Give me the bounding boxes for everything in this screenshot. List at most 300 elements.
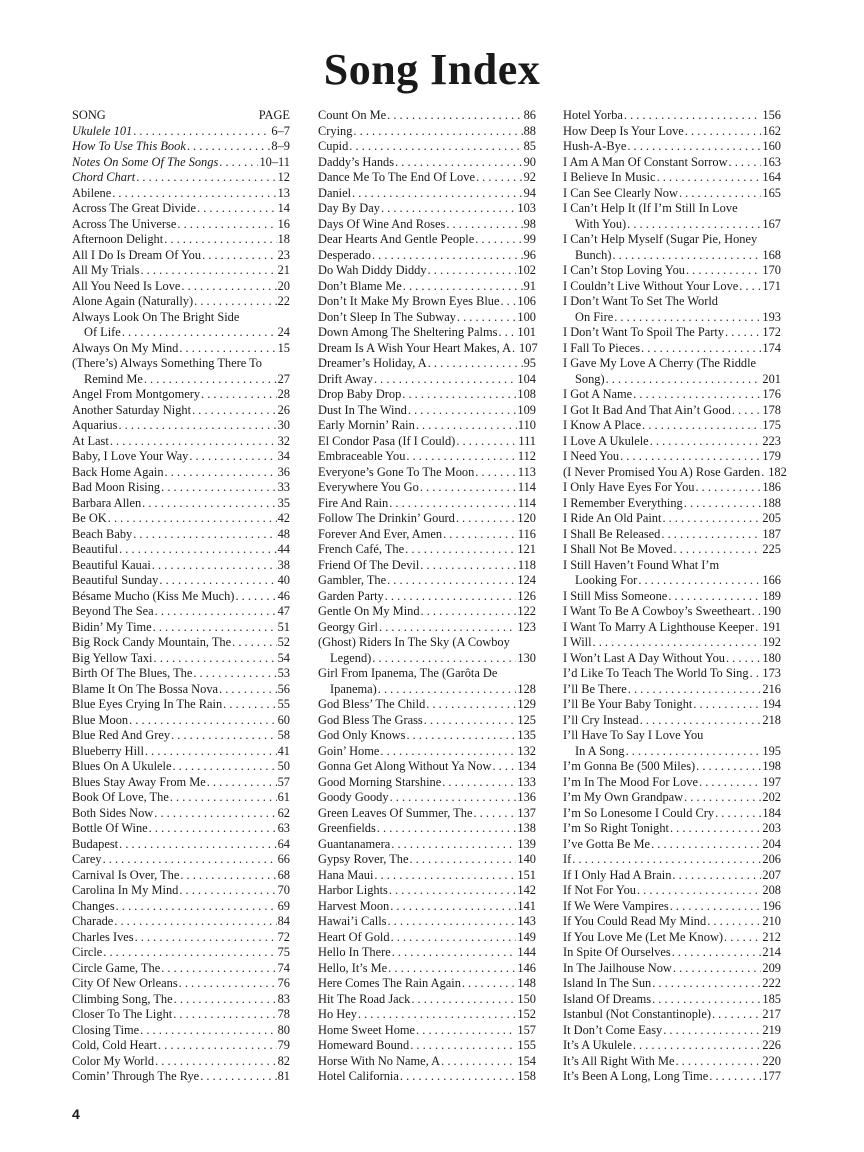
song-entry <box>318 945 536 961</box>
page-ref: 185 <box>762 991 781 1006</box>
dot-leader <box>750 666 762 682</box>
song-entry <box>72 434 290 450</box>
page-ref: 225 <box>762 542 781 556</box>
song-title: Dear Hearts And Gentle People <box>318 232 475 246</box>
dot-leader <box>675 1054 761 1070</box>
song-title: El Condor Pasa (If I Could) <box>318 433 456 448</box>
page-ref: 95 <box>523 356 536 370</box>
song-entry <box>72 697 290 713</box>
page-ref: 177 <box>762 1069 781 1083</box>
song-entry <box>318 449 536 465</box>
song-title-tail: Ipanema) <box>330 681 377 696</box>
song-entry <box>72 201 290 217</box>
song-title: Guantanamera <box>318 836 391 851</box>
page-ref: 40 <box>277 573 290 587</box>
song-title: I’ll Have To Say I Love You <box>563 728 704 742</box>
song-entry <box>318 263 536 279</box>
song-title: Embraceable You <box>318 449 406 463</box>
song-title: Back Home Again <box>72 464 164 479</box>
song-title: Here Comes The Rain Again <box>318 976 461 990</box>
song-title: If You Could Read My Mind <box>563 914 707 928</box>
song-title: (Ghost) Riders In The Sky (A Cowboy <box>318 635 510 649</box>
song-entry <box>563 155 781 171</box>
dot-leader <box>406 449 516 465</box>
song-title-continuation <box>563 217 781 233</box>
dot-leader <box>177 217 276 233</box>
dot-leader <box>670 821 761 837</box>
song-entry <box>72 837 290 853</box>
song-title: Follow The Drinkin’ Gourd <box>318 511 455 525</box>
page-ref: 195 <box>762 743 781 758</box>
dot-leader <box>174 992 277 1008</box>
song-column-header: SONG <box>72 108 106 122</box>
dot-leader <box>372 651 516 667</box>
song-title: I’m Gonna Be (500 Miles) <box>563 759 696 773</box>
dot-leader <box>725 325 761 341</box>
song-entry <box>72 806 290 822</box>
page-ref: 80 <box>277 1022 290 1037</box>
song-title: I’m In The Mood For Love <box>563 774 699 789</box>
page-ref: 190 <box>762 604 781 618</box>
song-entry <box>318 310 536 326</box>
song-entry <box>563 124 781 140</box>
song-title: I Got It Bad And That Ain’t Good <box>563 402 731 417</box>
song-title: Blue Moon <box>72 712 129 727</box>
song-title: Chord Chart <box>72 170 136 184</box>
dot-leader <box>420 480 517 496</box>
song-entry <box>318 604 536 620</box>
song-title: Closing Time <box>72 1022 140 1037</box>
page-ref: 165 <box>762 185 781 200</box>
page-ref: 52 <box>277 635 290 649</box>
page-ref: 191 <box>762 619 781 634</box>
dot-leader <box>633 1038 762 1054</box>
dot-leader <box>637 883 761 899</box>
page-ref: 219 <box>762 1022 781 1037</box>
page-ref: 104 <box>517 371 536 386</box>
dot-leader <box>103 945 276 961</box>
song-entry <box>318 341 536 357</box>
song-entry <box>72 728 290 744</box>
page-ref: 132 <box>517 743 536 758</box>
song-title: I Can’t Help Myself (Sugar Pie, Honey <box>563 232 758 246</box>
dot-leader <box>149 821 277 837</box>
dot-leader <box>428 263 517 279</box>
song-entry <box>72 635 290 651</box>
song-entry <box>563 464 787 481</box>
song-title: I Want To Be A Cowboy’s Sweetheart <box>563 604 751 618</box>
page-ref: 142 <box>517 883 536 897</box>
song-entry <box>72 790 290 806</box>
dot-leader <box>118 418 276 434</box>
song-entry <box>563 496 781 512</box>
song-title: Bidin’ My Time <box>72 619 152 634</box>
song-title: Baby, I Love Your Way <box>72 449 189 463</box>
page-ref: 209 <box>762 960 781 975</box>
page-ref: 136 <box>517 790 536 804</box>
page-ref: 79 <box>277 1038 290 1052</box>
dot-leader <box>232 635 276 651</box>
dot-leader <box>374 372 516 388</box>
page-ref: 166 <box>762 573 781 587</box>
song-entry <box>318 108 536 124</box>
song-entry <box>72 666 290 682</box>
page-ref: 122 <box>517 604 536 618</box>
song-entry <box>72 868 290 884</box>
dot-leader <box>207 775 277 791</box>
song-entry <box>318 976 536 992</box>
dot-leader <box>133 527 276 543</box>
page-ref: 54 <box>277 650 290 665</box>
song-entry <box>563 759 781 775</box>
page-ref: 70 <box>277 883 290 897</box>
dot-leader <box>179 883 276 899</box>
page-ref: 176 <box>762 387 781 401</box>
song-title: Another Saturday Night <box>72 402 192 417</box>
song-title: I Will <box>563 635 592 649</box>
song-title: Beautiful Kauai <box>72 557 151 572</box>
song-entry <box>563 883 781 899</box>
page-ref: 135 <box>517 728 536 742</box>
dot-leader <box>381 201 516 217</box>
song-title: Closer To The Light <box>72 1007 173 1021</box>
page-ref: 57 <box>277 774 290 789</box>
dot-leader <box>457 310 517 326</box>
page-ref: 51 <box>277 619 290 634</box>
page-ref: 96 <box>523 247 536 262</box>
dot-leader <box>379 620 516 636</box>
page-ref: 41 <box>277 743 290 758</box>
page-ref: 172 <box>762 325 781 339</box>
song-entry <box>318 961 536 977</box>
song-title: God Bless’ The Child <box>318 697 426 711</box>
song-entry <box>318 279 536 295</box>
page-ref: 154 <box>517 1053 536 1068</box>
dot-leader <box>352 186 523 202</box>
song-entry <box>72 465 290 481</box>
dot-leader <box>761 465 767 481</box>
page-ref: 68 <box>277 867 290 882</box>
song-title: Greenfields <box>318 821 376 835</box>
index-column-3 <box>563 108 787 1085</box>
song-title: I Believe In Music <box>563 170 656 184</box>
page-ref: 62 <box>277 805 290 820</box>
song-entry <box>72 248 290 264</box>
page-ref: 10–11 <box>259 154 290 169</box>
page-ref: 130 <box>517 650 536 665</box>
song-title: Daniel <box>318 185 352 200</box>
page-ref: 144 <box>517 945 536 959</box>
song-title: Blues Stay Away From Me <box>72 774 206 789</box>
song-entry <box>318 868 536 884</box>
song-entry <box>72 449 290 465</box>
song-title: (There’s) Always Something There To <box>72 356 263 370</box>
song-title: I Ride An Old Paint <box>563 511 662 525</box>
song-entry <box>318 635 536 666</box>
song-title: Days Of Wine And Roses <box>318 216 446 231</box>
dot-leader <box>116 899 277 915</box>
song-title: Big Rock Candy Mountain, The <box>72 635 232 649</box>
song-entry <box>563 930 781 946</box>
dot-leader <box>122 325 277 341</box>
song-entry <box>72 263 290 279</box>
song-entry <box>72 418 290 434</box>
page-ref: 83 <box>277 991 290 1006</box>
song-entry <box>318 821 536 837</box>
song-entry <box>318 434 536 450</box>
dot-leader <box>408 403 517 419</box>
page-ref: 180 <box>762 650 781 665</box>
song-title: Birth Of The Blues, The <box>72 666 193 680</box>
song-title: I’d Like To Teach The World To Sing <box>563 666 749 680</box>
song-title-tail: Legend) <box>330 650 372 665</box>
song-entry <box>318 217 536 233</box>
song-entry <box>318 1054 536 1070</box>
dot-leader <box>181 279 276 295</box>
song-entry <box>563 1069 781 1085</box>
song-title: Charles Ives <box>72 929 134 944</box>
dot-leader <box>403 279 523 295</box>
song-title: French Café, The <box>318 542 405 556</box>
song-title: Be OK <box>72 511 107 525</box>
song-entry <box>72 821 290 837</box>
page-ref: 94 <box>523 185 536 200</box>
song-entry <box>72 620 290 636</box>
dot-leader <box>668 589 761 605</box>
dot-leader <box>173 1007 276 1023</box>
page-ref: 53 <box>277 666 290 680</box>
dot-leader <box>135 930 277 946</box>
song-entry <box>563 852 781 868</box>
song-entry <box>318 992 536 1008</box>
song-title: Notes On Some Of The Songs <box>72 154 219 169</box>
dot-leader <box>377 821 517 837</box>
song-title: Alone Again (Naturally) <box>72 294 194 308</box>
dot-leader <box>657 170 762 186</box>
dot-leader <box>729 155 762 171</box>
song-title: All I Do Is Dream Of You <box>72 247 202 262</box>
song-entry <box>563 604 781 620</box>
song-title: Beyond The Sea <box>72 604 154 618</box>
song-title: I Love A Ukulele <box>563 433 649 448</box>
page-ref: 129 <box>517 697 536 711</box>
page-ref: 20 <box>277 278 290 293</box>
page-ref: 69 <box>277 898 290 913</box>
song-entry <box>72 170 290 186</box>
page-ref: 217 <box>762 1007 781 1021</box>
dot-leader <box>642 418 761 434</box>
page-ref: 78 <box>277 1007 290 1021</box>
page-ref: 151 <box>517 867 536 882</box>
song-title: God Only Knows <box>318 728 406 742</box>
dot-leader <box>235 589 276 605</box>
song-entry <box>318 356 536 372</box>
dot-leader <box>641 341 761 357</box>
page-ref: 208 <box>762 883 781 897</box>
song-entry <box>563 682 781 698</box>
dot-leader <box>171 728 277 744</box>
page-ref: 46 <box>277 588 290 603</box>
song-title: Blue Red And Grey <box>72 728 171 742</box>
page-ref: 81 <box>277 1069 290 1083</box>
song-entry <box>563 666 781 682</box>
page-ref: 150 <box>517 991 536 1006</box>
dot-leader <box>640 713 762 729</box>
song-entry <box>72 232 290 248</box>
song-entry <box>318 589 536 605</box>
song-title: Georgy Girl <box>318 619 378 634</box>
page-ref: 88 <box>523 123 536 138</box>
song-title: Blame It On The Bossa Nova <box>72 681 219 696</box>
page-ref: 175 <box>762 418 781 432</box>
dot-leader <box>673 961 762 977</box>
song-title: Heart Of Gold <box>318 929 390 944</box>
dot-leader <box>684 496 762 512</box>
dot-leader <box>685 124 762 140</box>
song-title: God Bless The Grass <box>318 712 423 727</box>
page-ref: 192 <box>762 635 781 649</box>
page-ref: 33 <box>277 480 290 494</box>
dot-leader <box>707 914 761 930</box>
song-title: Homeward Bound <box>318 1038 410 1052</box>
song-title: Carolina In My Mind <box>72 883 179 897</box>
page-title: Song Index <box>323 45 541 94</box>
dot-leader <box>709 1069 761 1085</box>
page-ref: 193 <box>762 309 781 324</box>
song-title: Don’t Sleep In The Subway <box>318 309 456 324</box>
page-ref: 107 <box>519 340 538 355</box>
song-title: I Couldn’t Live Without Your Love <box>563 278 739 293</box>
dot-leader <box>712 1007 761 1023</box>
page-ref: 90 <box>523 154 536 169</box>
song-title: Gypsy Rover, The <box>318 852 409 866</box>
song-title: Everyone’s Gone To The Moon <box>318 464 475 479</box>
song-title-tail: Remind Me <box>84 371 143 386</box>
page-ref: 133 <box>517 774 536 789</box>
song-entry <box>563 914 781 930</box>
song-entry <box>563 790 781 806</box>
page-ref: 218 <box>762 712 781 727</box>
song-title-continuation <box>318 682 536 698</box>
dot-leader <box>732 403 762 419</box>
song-entry <box>563 325 781 341</box>
song-title: I Won’t Last A Day Without You <box>563 650 726 665</box>
dot-leader <box>103 852 277 868</box>
dot-leader <box>153 620 277 636</box>
index-column-2 <box>318 108 536 1085</box>
page-ref: 15 <box>277 340 290 355</box>
song-entry <box>72 713 290 729</box>
song-entry <box>563 651 781 667</box>
dot-leader <box>129 713 277 729</box>
page-ref: 170 <box>762 263 781 277</box>
dot-leader <box>699 775 761 791</box>
dot-leader <box>724 930 761 946</box>
page-ref: 86 <box>523 108 536 122</box>
page-ref: 184 <box>762 805 781 820</box>
song-title: City Of New Orleans <box>72 976 178 990</box>
song-entry <box>563 403 781 419</box>
song-entry <box>318 744 536 760</box>
song-entry <box>72 682 290 698</box>
song-title-continuation <box>563 744 781 760</box>
song-title: Across The Great Divide <box>72 201 196 215</box>
dot-leader <box>446 217 522 233</box>
dot-leader <box>349 139 522 155</box>
song-entry <box>563 1007 781 1023</box>
page-ref: 121 <box>517 542 536 556</box>
song-title: Aquarius <box>72 418 118 432</box>
song-title: Crying <box>318 123 353 138</box>
song-title: Island Of Dreams <box>563 991 652 1006</box>
dot-leader <box>696 759 761 775</box>
dot-leader <box>108 511 277 527</box>
song-title: Angel From Montgomery <box>72 387 201 401</box>
song-list <box>563 108 787 1085</box>
dot-leader <box>155 1054 277 1070</box>
page-ref: 103 <box>517 201 536 215</box>
song-entry <box>318 790 536 806</box>
song-title-continuation <box>72 325 290 341</box>
dot-leader <box>651 837 761 853</box>
song-entry <box>72 604 290 620</box>
song-entry <box>318 914 536 930</box>
song-entry <box>318 186 536 202</box>
dot-leader <box>442 775 516 791</box>
song-title: Both Sides Now <box>72 805 154 820</box>
dot-leader <box>387 108 522 124</box>
song-title: Daddy’s Hands <box>318 154 395 169</box>
song-title: I Can’t Stop Loving You <box>563 263 685 277</box>
song-entry <box>72 511 290 527</box>
song-entry <box>563 589 781 605</box>
dot-leader <box>652 976 761 992</box>
page-ref: 125 <box>517 712 536 727</box>
song-title: If I Only Had A Brain <box>563 867 672 882</box>
song-title-continuation <box>563 248 781 264</box>
song-title: I’ll Be Your Baby Tonight <box>563 697 693 711</box>
song-title: Comin’ Through The Rye <box>72 1069 200 1083</box>
song-title: Bésame Mucho (Kiss Me Much) <box>72 588 235 603</box>
dot-leader <box>140 263 276 279</box>
page-ref: 126 <box>517 588 536 603</box>
song-title: Afternoon Delight <box>72 232 164 246</box>
page-ref: 74 <box>277 960 290 975</box>
dot-leader <box>498 325 516 341</box>
page-ref: 128 <box>517 681 536 696</box>
song-title-continuation <box>318 651 536 667</box>
song-entry <box>563 992 781 1008</box>
song-title: Cupid <box>318 139 349 153</box>
page-ref: 26 <box>277 402 290 417</box>
song-title: Beautiful Sunday <box>72 573 159 587</box>
song-entry <box>318 728 536 744</box>
song-entry <box>72 356 290 387</box>
song-title: I Only Have Eyes For You <box>563 480 695 494</box>
song-entry <box>72 744 290 760</box>
song-entry <box>318 170 536 186</box>
song-title: Hawai’i Calls <box>318 914 387 928</box>
song-entry <box>318 666 536 697</box>
page-ref: 173 <box>762 666 781 680</box>
page-ref: 214 <box>762 945 781 959</box>
dot-leader <box>663 1023 761 1039</box>
page-ref: 30 <box>277 418 290 432</box>
dot-leader <box>492 759 516 775</box>
song-title: Down Among The Sheltering Palms <box>318 325 498 339</box>
song-title: Hush-A-Bye <box>563 139 627 153</box>
song-entry <box>72 589 290 605</box>
